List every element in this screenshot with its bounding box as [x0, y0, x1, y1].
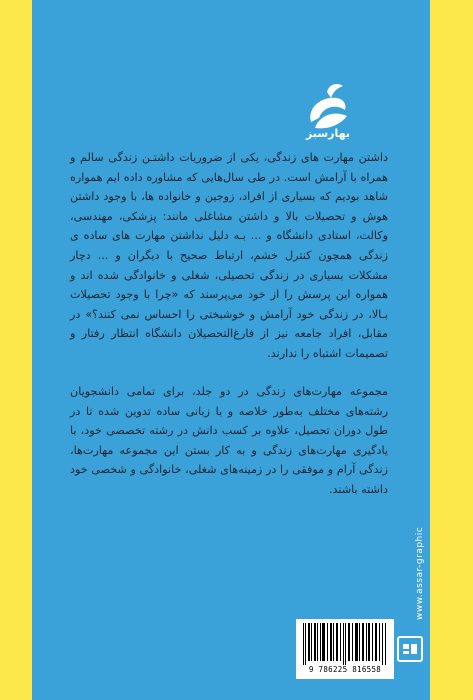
publisher-mark-icon — [397, 636, 423, 662]
isbn-number: 9 786225 816558 — [308, 665, 382, 674]
publisher-name: بهارسبز — [305, 127, 350, 140]
isbn-barcode — [296, 619, 394, 679]
description-paragraph-2: مجموعه مهارت‌های زندگی در دو جلد، برای تمامی دانشجویان رشته‌های مختلف به‌طور خلاصه و با زبانی ساده تدوین شده تا در طول دوران تحصیل، علاوه بر کسب دانش در رشته تخصصی خود، با یادگیری مهارت‌های زندگی و به کار بستن این مجموعه مهارت‌ها، زندگی آرام و موفقی را در زمینه‌های شغلی، خانوادگی و شخصی خود داشته باشند. — [70, 385, 388, 496]
barcode-bars — [302, 623, 388, 665]
website-vertical-text: www.assar-graphic — [415, 526, 425, 620]
description-paragraph-1: داشتن مهارت های زندگی، یکی از ضروریات داشتـن زندگی سالم و همراه با آرامش است. در طی سال‌هایی که مشاوره داده ایم همواره شاهد بودیم که بسیاری از افراد، زوجین و خانواده ها، با وجود داشتن هوش و تحصیلات بالا و داشتن مشاغلی مانند: پزشکی، مهندسی، وکالت، استادی دانشگاه و ... بـه دلیل نداشتن مهارت های ساده ی زندگی همچون کنترل خشم، ارتباط صحیح با دیگران و ... دچار مشکلات بسیاری در زندگی تحصیلی، شغلی و خانوادگی شده اند و همواره این پرسش را از خود می‌پرسند که «چرا با وجود تحصیلات بـالا، در زندگی خود آرامش و خوشبختی را احساس نمی کنند؟» در مقابل، افراد جامعه نیز از فارغ‌التحصیلان دانشگاه انتظار رفتار و تصمیمات اشتباه را ندارند. — [70, 151, 388, 360]
